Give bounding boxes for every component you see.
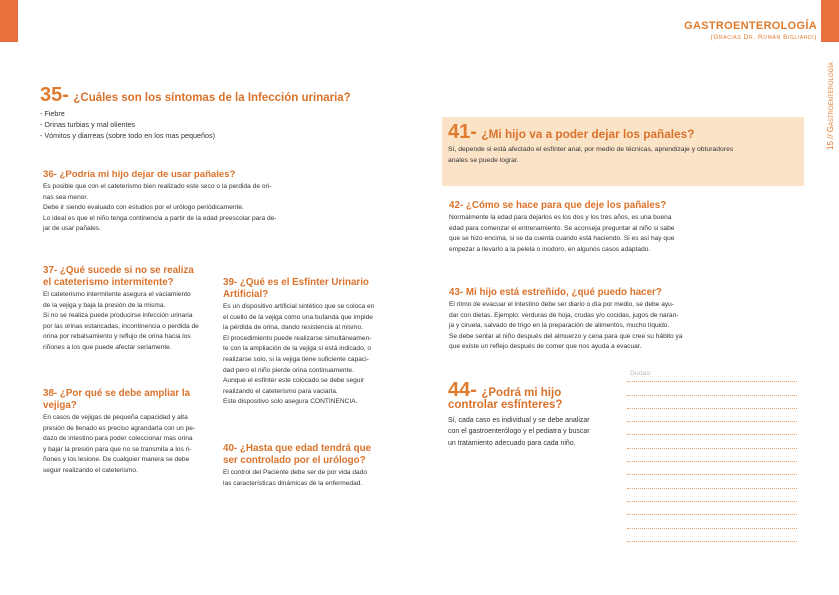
- notes-line: [627, 396, 797, 409]
- section-title: GASTROENTEROLOGÍA: [684, 20, 817, 32]
- answer-line: Se debe sentar al niño después del almuerzo y cena para que cree su hábito ya: [449, 332, 683, 340]
- question-title: 37- ¿Qué sucede si no se realiza: [43, 265, 194, 276]
- answer-line: seguir realizando el cateterismo.: [43, 466, 138, 474]
- answer-line: Este dispositivo solo asegura CONTINENCIA.: [223, 398, 358, 406]
- question-title: ser controlado por el urólogo?: [223, 455, 366, 466]
- question-39: [223, 277, 398, 408]
- answer-line: ñones y los lesione. De cualquier manera se debe: [43, 456, 190, 464]
- question-43: [449, 287, 769, 353]
- answer-line: las características dinámicas de la enfermedad.: [223, 479, 363, 487]
- answer-line: dad pero el niño pierde orina continuamente.: [223, 366, 354, 374]
- answer-line: Debe ir siendo evaluado con estudios por el urólogo periódicamente.: [43, 204, 244, 212]
- question-title: 43- Mi hijo está estreñido, ¿qué puedo hacer?: [449, 287, 662, 298]
- answer-line: realizarse solo, si la vejiga tiene suficiente capaci-: [223, 355, 369, 363]
- notes-line: [627, 502, 797, 515]
- question-title: 42- ¿Cómo se hace para que deje los pañales?: [449, 200, 667, 211]
- answer-line: Es posible que con el cateterismo bien realizado este seco o la perdida de ori-: [43, 183, 272, 190]
- question-title: 36- ¿Podría mi hijo dejar de usar pañales?: [43, 169, 236, 180]
- side-label: 15 // Gastroenterología: [826, 61, 835, 150]
- question-title: vejiga?: [43, 400, 77, 411]
- answer-line: Lo ideal es que el niño tenga continencia a partir de la edad preescolar para de-: [43, 214, 277, 222]
- symptom-item: - Fiebre: [40, 109, 65, 118]
- answer-line: y bajar la presión para que no se transmita a los ri-: [43, 445, 192, 453]
- answer-line: un tratamiento adecuado para cada niño.: [448, 439, 576, 447]
- notes-line: [627, 529, 797, 542]
- question-title: el cateterismo intermitente?: [43, 277, 174, 288]
- answer-line: nas sea menor.: [43, 193, 89, 201]
- answer-line: Si no se realiza puede producirse infección urinaria: [43, 312, 193, 320]
- page-tab-right: [821, 0, 839, 42]
- symptom-item: - Vómitos y diarreas (sobre todo en los mas pequeños): [40, 131, 215, 141]
- answer-line: realizando el cateterismo para vaciarla.: [223, 387, 338, 395]
- question-title: 39- ¿Qué es el Esfínter Urinario: [223, 277, 369, 288]
- question-42: [449, 200, 769, 255]
- notes-line: [627, 435, 797, 448]
- question-35: [40, 84, 400, 142]
- question-37: [43, 265, 218, 354]
- question-38: [43, 388, 218, 477]
- notes-line: [627, 515, 797, 528]
- notes-label: Dudas:: [630, 370, 655, 377]
- answer-line: dar con dietas. Ejemplo: verduras de hoja, crudas y/o cocidas, jugos de naran-: [449, 311, 679, 319]
- notes-area: [627, 369, 797, 542]
- question-title: ¿Mi hijo va a poder dejar los pañales?: [481, 127, 695, 141]
- answer-line: Sí, depende si está afectado el esfínter anal, por medio de técnicas, aprendizaje y obturadores: [448, 146, 734, 153]
- answer-line: ja y ciruela, salvado de trigo en la preparación de alimentos, mucho líquido.: [449, 322, 670, 330]
- notes-line: [627, 422, 797, 435]
- answer-line: Aunque el esfínter este colocado se debe seguir: [223, 377, 365, 385]
- notes-line: [627, 449, 797, 462]
- answer-line: por las orinas estancadas, incontinencia o perdida de: [43, 322, 199, 330]
- answer-line: En casos de vejigas de pequeña capacidad y alta: [43, 414, 188, 421]
- notes-line: [627, 382, 797, 395]
- answer-line: la pérdida de orina, dando resistencia al mismo.: [223, 324, 364, 332]
- question-title: ¿Podrá mi hijo: [481, 387, 562, 399]
- answer-line: Sí, cada caso es individual y se debe analizar: [448, 417, 590, 424]
- question-40: [223, 443, 398, 489]
- question-title: Artificial?: [223, 289, 269, 300]
- question-41: [448, 121, 800, 166]
- answer-line: Es un dispositivo artificial sintético que se coloca en: [223, 303, 375, 310]
- notes-line: [627, 462, 797, 475]
- notes-line: [627, 409, 797, 422]
- answer-line: que se hizo encima, si se da cuenta cuando está haciendo. Si es así hay que: [449, 235, 675, 243]
- answer-line: orina por rebalsamiento y reflujo de orina hacia los: [43, 333, 191, 341]
- answer-line: El cateterismo intermitente asegura el vaciamiento: [43, 291, 191, 298]
- answer-line: jar de usar pañales.: [43, 225, 101, 233]
- question-36: [43, 169, 313, 235]
- notes-line: [627, 489, 797, 502]
- answer-line: riñones a los que puede afectar seriamente.: [43, 343, 172, 351]
- section-subtitle: (Gracias Dr. Román Bigliardi): [710, 34, 817, 41]
- answer-line: El procedimiento puede realizarse simultáneamen-: [223, 334, 372, 342]
- answer-line: presión de llenado es preciso agrandarla con un pe-: [43, 424, 196, 432]
- question-44: [448, 379, 623, 449]
- page-tab-left: [0, 0, 18, 42]
- answer-line: empezar a llevarlo a la pelela o inodoro, en algunos casos adaptado.: [449, 245, 651, 253]
- question-title: controlar esfínteres?: [448, 399, 563, 411]
- answer-line: el cuello de la vejiga como una bufanda que impide: [223, 313, 373, 321]
- question-title: 40- ¿Hasta que edad tendrá que: [223, 443, 372, 454]
- notes-line: [627, 475, 797, 488]
- question-number: 41-: [448, 121, 477, 143]
- answer-line: con el gastroenterólogo y el pediatra y buscar: [448, 428, 590, 436]
- answer-line: El control del Paciente debe ser de por vida dado: [223, 469, 368, 476]
- answer-line: te con la ampliación de la vejiga si está indicado, o: [223, 345, 372, 353]
- answer-line: Normalmente la edad para dejarlos es los dos y los tres años, es una buena: [449, 214, 672, 221]
- answer-line: anales se puede lograr.: [448, 156, 519, 164]
- symptom-item: - Orinas turbias y mal olientes: [40, 120, 136, 130]
- question-title: ¿Cuáles son los síntomas de la Infección urinaria?: [73, 92, 351, 104]
- question-title: 38- ¿Por qué se debe ampliar la: [43, 388, 191, 399]
- answer-line: que existe un reflejo después de comer que nos ayuda a evacuar.: [449, 343, 642, 351]
- answer-line: edad para comenzar el entrenamiento. Se aconseja preguntar al niño si sabe: [449, 224, 675, 232]
- answer-line: de la vejiga y baja la presión de la misma.: [43, 301, 166, 309]
- question-number: 35-: [40, 84, 69, 106]
- answer-line: dazo de intestino para poder coleccionar mas orina: [43, 435, 193, 443]
- notes-line: [627, 369, 797, 382]
- answer-line: El ritmo de evacuar el intestino debe ser diario o día por medio, se debe ayu-: [449, 301, 675, 308]
- question-number: 44-: [448, 379, 477, 401]
